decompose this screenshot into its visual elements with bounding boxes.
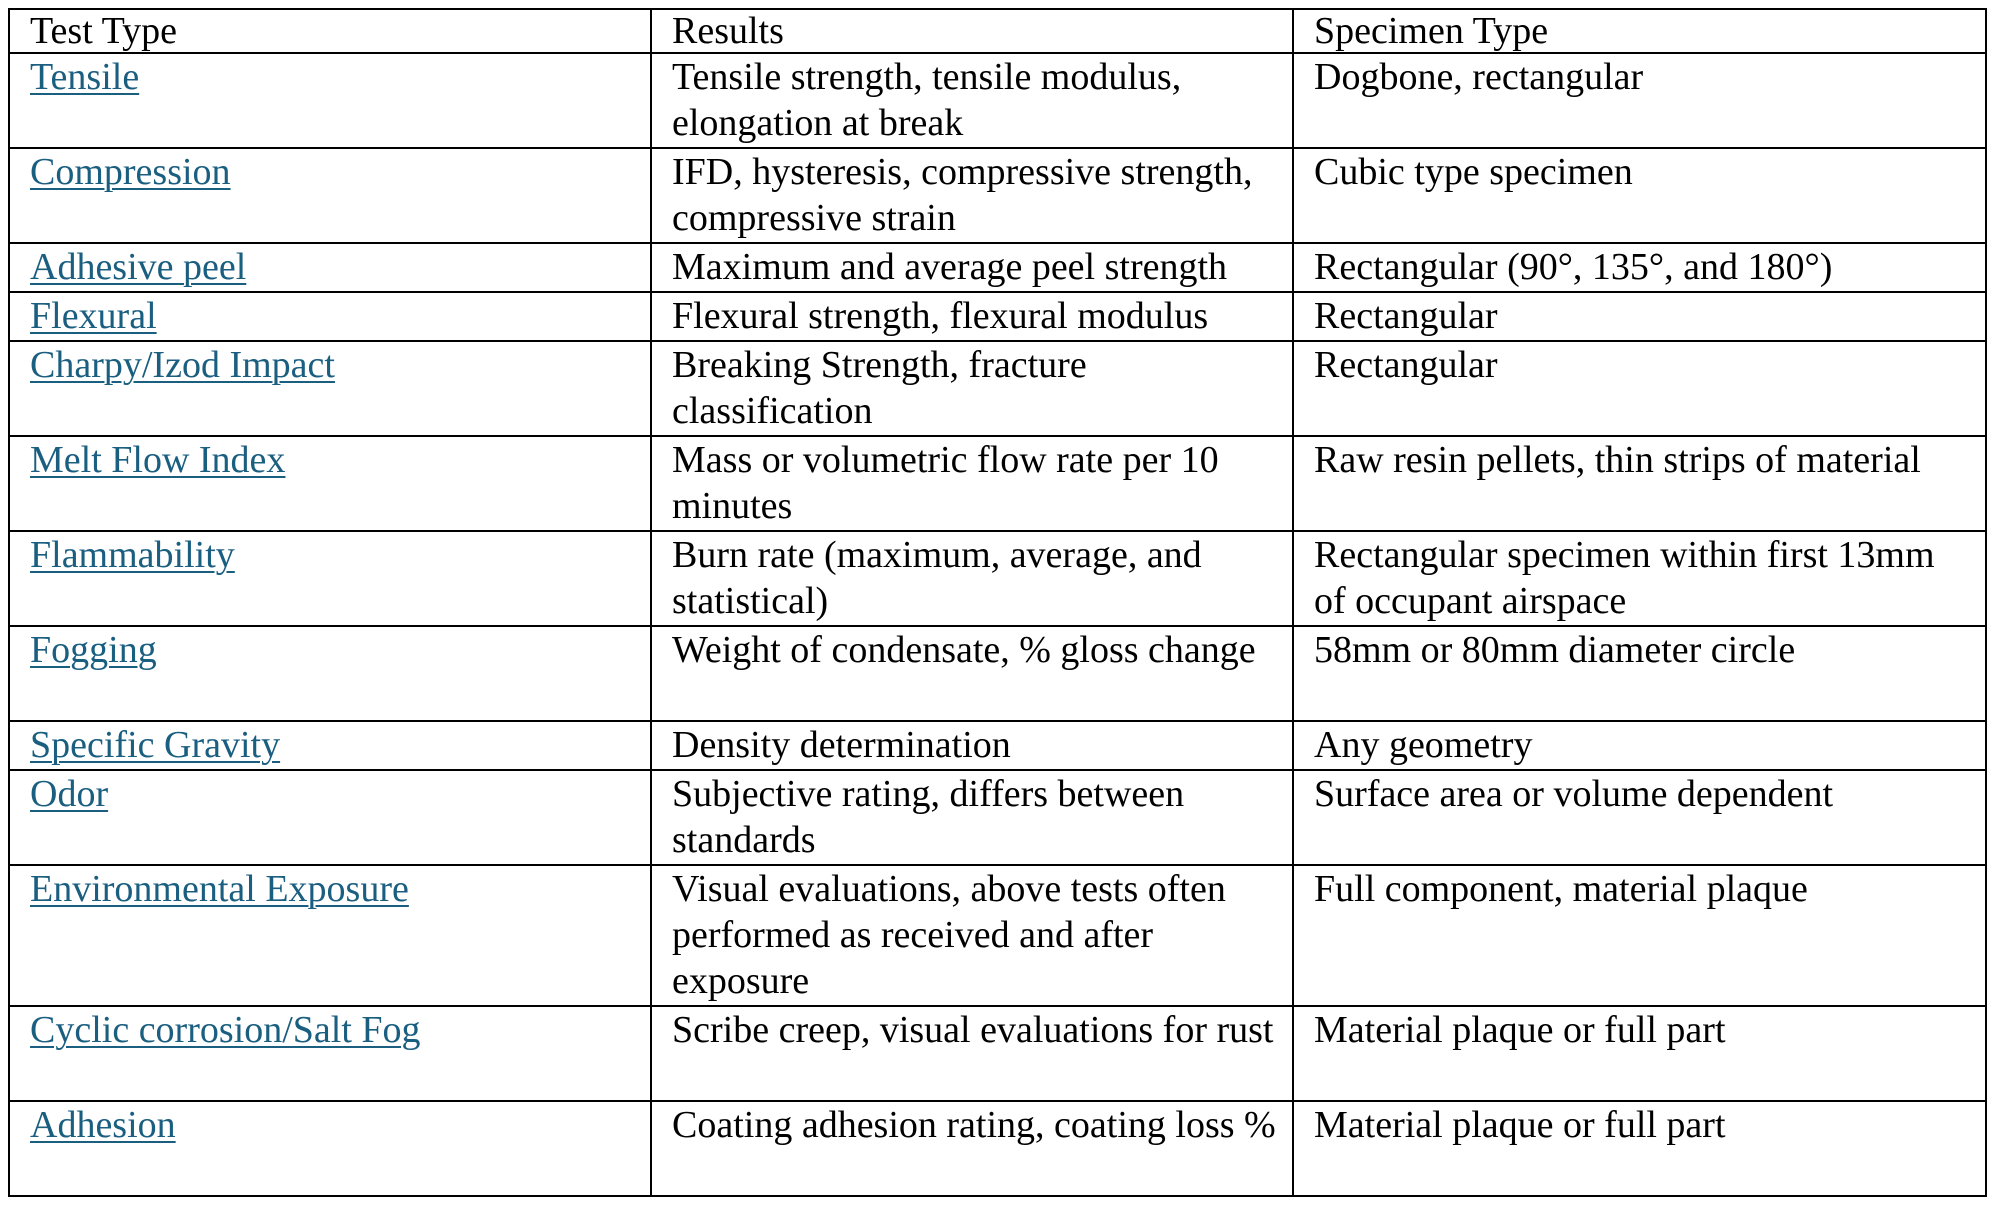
test-type-cell [9,865,651,1006]
test-type-cell [9,721,651,770]
results-cell: Maximum and average peel strength [651,243,1293,292]
column-header-results: Results [651,9,1293,53]
table-row [9,531,1986,626]
test-link-tensile[interactable]: Tensile [30,56,140,98]
test-type-cell [9,292,651,341]
test-type-cell [9,531,651,626]
test-type-cell [9,436,651,531]
test-type-cell [9,1006,651,1101]
specimen-cell: Material plaque or full part [1293,1101,1986,1196]
test-link-fogging[interactable]: Fogging [30,629,157,671]
test-type-cell [9,341,651,436]
table-row [9,1006,1986,1101]
specimen-cell: Surface area or volume dependent [1293,770,1986,865]
test-type-cell [9,53,651,148]
test-link-adhesive-peel[interactable]: Adhesive peel [30,246,247,288]
specimen-cell: 58mm or 80mm diameter circle [1293,626,1986,721]
header-row [9,9,1986,53]
specimen-cell: Dogbone, rectangular [1293,53,1986,148]
specimen-cell: Rectangular (90°, 135°, and 180°) [1293,243,1986,292]
specimen-cell: Material plaque or full part [1293,1006,1986,1101]
table-row [9,53,1986,148]
results-cell: Mass or volumetric flow rate per 10 minutes [651,436,1293,531]
table-row [9,721,1986,770]
results-cell: Visual evaluations, above tests often performed as received and after exposure [651,865,1293,1006]
results-cell: Subjective rating, differs between standards [651,770,1293,865]
table-row [9,1101,1986,1196]
table-row [9,865,1986,1006]
table-row [9,148,1986,243]
test-link-odor[interactable]: Odor [30,773,109,815]
results-cell: Coating adhesion rating, coating loss % [651,1101,1293,1196]
test-type-cell [9,770,651,865]
test-type-cell [9,243,651,292]
results-cell: Tensile strength, tensile modulus, elongation at break [651,53,1293,148]
column-header-test-type: Test Type [9,9,651,53]
results-cell: Breaking Strength, fracture classification [651,341,1293,436]
test-link-adhesion[interactable]: Adhesion [30,1104,176,1146]
table-row [9,292,1986,341]
table-row [9,436,1986,531]
results-cell: Weight of condensate, % gloss change [651,626,1293,721]
specimen-cell: Rectangular [1293,341,1986,436]
test-type-cell [9,626,651,721]
table-row [9,341,1986,436]
test-link-melt-flow-index[interactable]: Melt Flow Index [30,439,286,481]
results-cell: Scribe creep, visual evaluations for rust [651,1006,1293,1101]
table-row [9,770,1986,865]
test-type-cell [9,1101,651,1196]
table-row [9,243,1986,292]
specimen-cell: Rectangular [1293,292,1986,341]
test-link-specific-gravity[interactable]: Specific Gravity [30,724,281,766]
results-cell: Flexural strength, flexural modulus [651,292,1293,341]
test-link-cyclic-corrosion-salt-fog[interactable]: Cyclic corrosion/Salt Fog [30,1009,421,1051]
test-link-flammability[interactable]: Flammability [30,534,235,576]
test-types-table [8,8,1987,1197]
specimen-cell: Cubic type specimen [1293,148,1986,243]
test-link-charpy-izod-impact[interactable]: Charpy/Izod Impact [30,344,335,386]
results-cell: IFD, hysteresis, compressive strength, compressive strain [651,148,1293,243]
specimen-cell: Rectangular specimen within first 13mm of occupant airspace [1293,531,1986,626]
specimen-cell: Raw resin pellets, thin strips of material [1293,436,1986,531]
specimen-cell: Any geometry [1293,721,1986,770]
column-header-specimen-type: Specimen Type [1293,9,1986,53]
results-cell: Burn rate (maximum, average, and statistical) [651,531,1293,626]
test-link-compression[interactable]: Compression [30,151,231,193]
specimen-cell: Full component, material plaque [1293,865,1986,1006]
test-link-environmental-exposure[interactable]: Environmental Exposure [30,868,409,910]
test-link-flexural[interactable]: Flexural [30,295,157,337]
test-type-cell [9,148,651,243]
results-cell: Density determination [651,721,1293,770]
table-row [9,626,1986,721]
